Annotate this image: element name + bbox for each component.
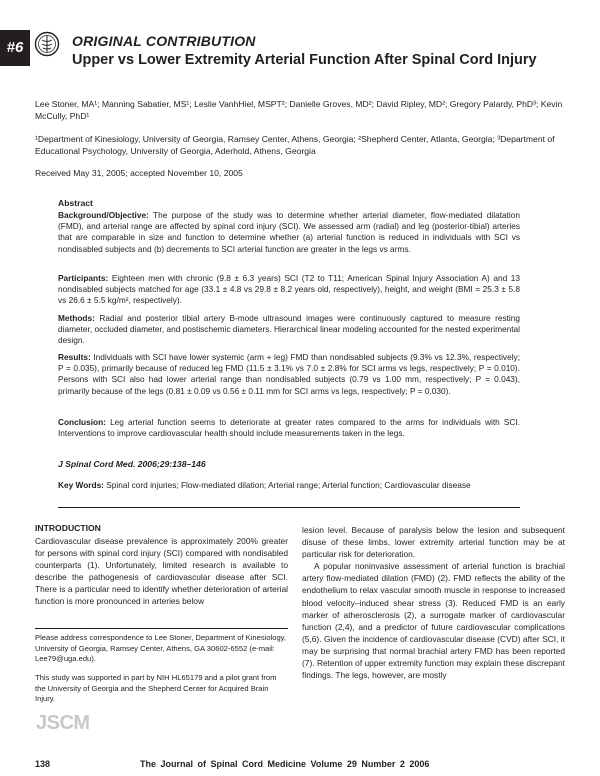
received-dates: Received May 31, 2005; accepted November 10, 2005 <box>35 168 243 178</box>
funding-note: This study was supported in part by NIH HL65179 and a pilot grant from the University of Georgia and the Shepherd Center for Acquired Brain Injury. <box>35 673 277 704</box>
participants-text: Eighteen men with chronic (9.8 ± 6.3 years) SCI (T2 to T11; American Spinal Injury Association A) and 13 nondisabled subjects matched for age (33.1 ± 4.8 vs 29.8 ± 8.2 years old, respectively), height, and weight (BMI = 25.3 ± 5.8 vs 26.6 ± 5.5 kg/m², respectively). <box>58 273 520 306</box>
abstract-heading: Abstract <box>58 198 93 208</box>
journal-footer: The Journal of Spinal Cord Medicine Volume 29 Number 2 2006 <box>140 759 430 769</box>
affiliations: ¹Department of Kinesiology, University of Georgia, Ramsey Center, Athens, Georgia; ²Shepherd Center, Atlanta, Georgia; ³Department of Educational Psychology, University of Georgia, Aderhold, Athens, Georgia <box>35 134 555 156</box>
participants-label: Participants: <box>58 273 109 283</box>
citation: J Spinal Cord Med. 2006;29:138–146 <box>58 459 206 469</box>
keywords-text: Spinal cord injuries; Flow-mediated dilation; Arterial range; Arterial function; Cardiovascular disease <box>106 480 471 490</box>
keywords-label: Key Words: <box>58 480 104 490</box>
page-number: 138 <box>35 759 51 769</box>
results-text: Individuals with SCI have lower systemic (arm + leg) FMD than nondisabled subjects (9.3% vs 12.3%, respectively; P = 0.035), primarily because of reduced leg FMD (11.5 ± 3.1% vs 7.0 ± 2.8% for SCI arms vs legs, respectively; P = 0.010). Persons with SCI also had lower arterial range than nondisabled subjects (0.79 vs 1.00 mm, respectively; P = 0.043), primarily because of the legs (0.81 ± 0.09 vs 0.56 ± 0.11 mm for SCI arms vs legs, respectively; P = 0.030). <box>58 352 520 396</box>
article-type-label: ORIGINAL CONTRIBUTION <box>72 33 256 49</box>
background-text: The purpose of the study was to determine whether arterial diameter, flow-mediated dilatation (FMD), and arterial range are affected by spinal cord injury (SCI). We assessed arm (radial) and leg (posterior-tibial) arteries that are comparable in size and function to determine whether (a) arterial function is reduced in individuals with SCI vs nondisabled subjects and (b) decrements to SCI arterial function are greater in the legs vs arms. <box>58 210 520 254</box>
footnote-divider <box>35 628 288 629</box>
abstract-background <box>58 210 520 255</box>
keywords <box>58 480 520 491</box>
article-title: Upper vs Lower Extremity Arterial Function After Spinal Cord Injury <box>72 52 537 68</box>
conclusion-text: Leg arterial function seems to deteriorate at greater rates compared to the arms for individuals with SCI. Interventions to improve cardiovascular health should include measurements taken in the legs. <box>58 417 520 439</box>
methods-text: Radial and posterior tibial artery B-mode ultrasound images were continuously captured to measure resting diameter, occluded diameter, and postischemic diameters. Hierarchical linear modeling accounted for the nested experimental design. <box>58 313 520 346</box>
author-list: Lee Stoner, MA¹; Manning Sabatier, MS¹; Leslie VanhHiel, MSPT²; Danielle Groves, MD²; David Ripley, MD²; Gregory Palardy, PhD³; Kevin McCully, PhD¹ <box>35 99 563 121</box>
article-number-badge: #6 <box>0 30 30 66</box>
background-label: Background/Objective: <box>58 210 149 220</box>
intro-right-column <box>302 524 565 681</box>
methods-label: Methods: <box>58 313 95 323</box>
journal-logo-icon <box>34 31 60 57</box>
results-label: Results: <box>58 352 91 362</box>
journal-watermark: JSCM <box>36 712 90 734</box>
conclusion-label: Conclusion: <box>58 417 106 427</box>
intro-paragraph-1: Cardiovascular disease prevalence is approximately 200% greater for persons with spinal cord injury (SCI) compared with nondisabled counterparts (1). Unfortunately, limited research is available to describe the pathogenesis of cardiovascular disease after SCI. There is a particular need to identify whether deterioration of arterial function is more pronounced in arteries below <box>35 536 288 607</box>
intro-paragraph-2: lesion level. Because of paralysis below the lesion and subsequent disuse of these limbs, lower extremity arterial function may be at particular risk for deterioration. <box>302 525 565 560</box>
introduction-heading: INTRODUCTION <box>35 523 101 533</box>
intro-left-column <box>35 535 288 608</box>
intro-paragraph-3: A popular noninvasive assessment of arterial function is brachial artery flow-mediated dilation (FMD) (2). FMD reflects the ability of the endothelium to relax vascular smooth muscle in response to increased blood velocity–induced shear stress (3). Reduced FMD is an early marker of atherosclerosis (2), a surrogate marker of cardiovascular function (2,4), and a predictor of future cardiovascular complications (5,6). Given the incidence of cardiovascular disease (CVD) after SCI, it may be surprising that normal brachial artery FMD has been reported (7). Retention of upper extremity function may explain these discrepant findings. The legs, however, are mostly <box>302 561 565 681</box>
abstract-divider <box>58 507 520 508</box>
abstract-methods <box>58 313 520 347</box>
abstract-results <box>58 352 520 397</box>
correspondence-note: Please address correspondence to Lee Stoner, Department of Kinesiology, University of Georgia, Ramsey Center, Athens, GA 30602-6552 (e-mail: Lee79@uga.edu). <box>35 633 287 664</box>
abstract-participants <box>58 273 520 307</box>
abstract-conclusion <box>58 417 520 439</box>
